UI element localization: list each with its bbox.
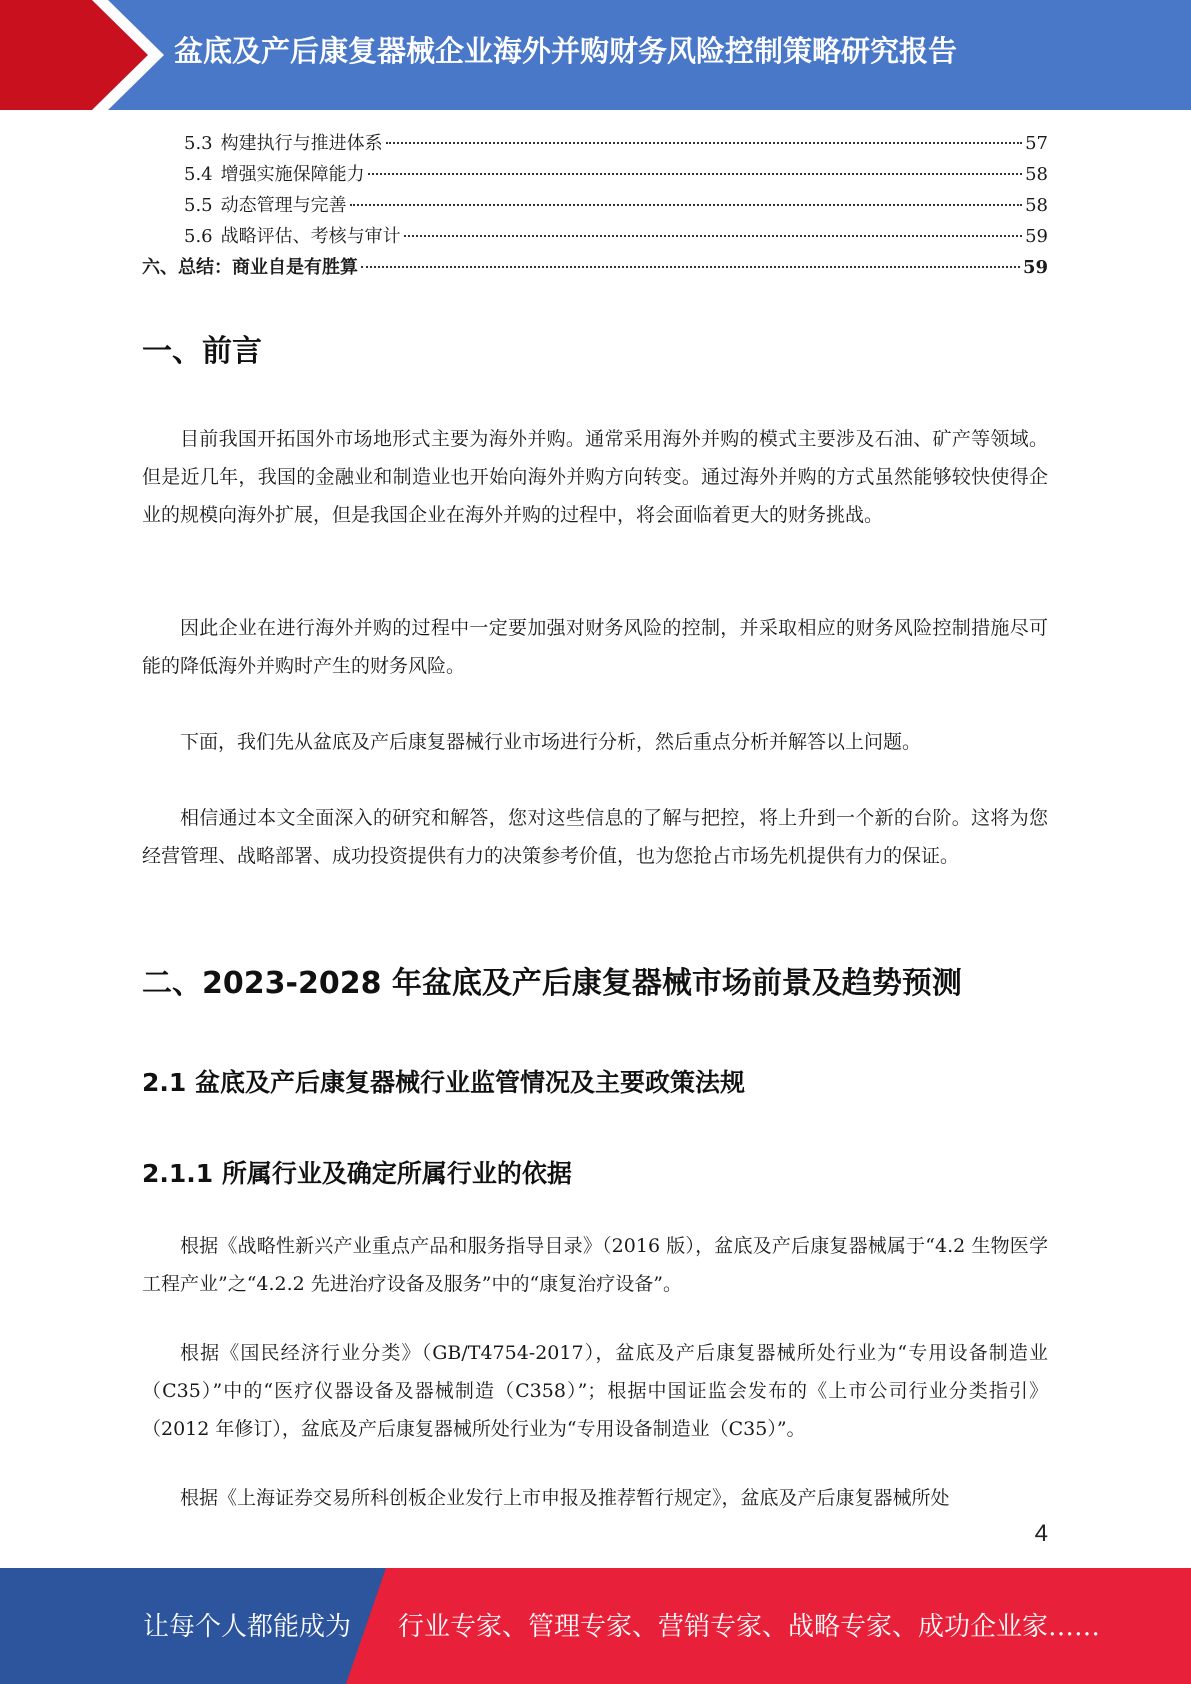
toc-leader-dots bbox=[368, 173, 1022, 175]
section-paragraph: 根据《战略性新兴产业重点产品和服务指导目录》（2016 版），盆底及产后康复器械属于“4.2 生物医学工程产业”之“4.2.2 先进治疗设备及服务”中的“康复治疗设备”。 bbox=[142, 1235, 1048, 1295]
page-footer bbox=[0, 1568, 1191, 1684]
chapter-2-heading: 二、2023-2028 年盆底及产后康复器械市场前景及趋势预测 bbox=[142, 966, 962, 1001]
section-paragraph: 根据《国民经济行业分类》（GB/T4754-2017），盆底及产后康复器械所处行业为“专用设备制造业（C35）”中的“医疗仪器设备及器械制造（C358）”；根据中国证监会发布的《上市公司行业分类指引》（2012 年修订），盆底及产后康复器械所处行业为“专用设备制造业（C35）”。 bbox=[142, 1342, 1048, 1440]
section-2-1-1-heading: 2.1.1 所属行业及确定所属行业的依据 bbox=[142, 1159, 572, 1188]
section-paragraph: 根据《上海证券交易所科创板企业发行上市申报及推荐暂行规定》，盆底及产后康复器械所处 bbox=[180, 1487, 950, 1509]
toc-leader-dots bbox=[404, 235, 1022, 237]
toc-item-chapter-6[interactable] bbox=[142, 252, 1048, 283]
page-header bbox=[0, 0, 1191, 110]
toc-item-label: 六、总结：商业自是有胜算 bbox=[142, 257, 358, 278]
toc-item-5-4[interactable] bbox=[142, 159, 1048, 190]
toc-item-label: 战略评估、考核与审计 bbox=[220, 226, 401, 247]
page-number: 4 bbox=[1034, 1520, 1048, 1547]
preface-heading: 一、前言 bbox=[142, 334, 262, 369]
toc-item-number: 5.4 bbox=[184, 164, 213, 185]
toc-item-page: 59 bbox=[1022, 257, 1048, 278]
toc-leader-dots bbox=[361, 266, 1020, 268]
preface-paragraph: 因此企业在进行海外并购的过程中一定要加强对财务风险的控制，并采取相应的财务风险控制措施尽可能的降低海外并购时产生的财务风险。 bbox=[142, 617, 1048, 677]
report-title: 盆底及产后康复器械企业海外并购财务风险控制策略研究报告 bbox=[174, 34, 958, 68]
table-of-contents bbox=[142, 128, 1048, 283]
toc-item-number: 5.5 bbox=[184, 195, 213, 216]
toc-leader-dots bbox=[386, 142, 1022, 144]
toc-item-5-6[interactable] bbox=[142, 221, 1048, 252]
toc-item-label: 增强实施保障能力 bbox=[220, 164, 365, 185]
toc-item-number: 5.6 bbox=[184, 226, 213, 247]
footer-slogan-right: 行业专家、管理专家、营销专家、战略专家、成功企业家…… bbox=[398, 1612, 1101, 1642]
preface-paragraph: 目前我国开拓国外市场地形式主要为海外并购。通常采用海外并购的模式主要涉及石油、矿产等领域。但是近几年，我国的金融业和制造业也开始向海外并购方向转变。通过海外并购的方式虽然能够较快使得企业的规模向海外扩展，但是我国企业在海外并购的过程中，将会面临着更大的财务挑战。 bbox=[142, 428, 1048, 526]
toc-item-label: 动态管理与完善 bbox=[220, 195, 347, 216]
footer-slogan-left: 让每个人都能成为 bbox=[143, 1612, 352, 1642]
toc-item-page: 59 bbox=[1025, 226, 1048, 247]
toc-item-page: 58 bbox=[1025, 164, 1048, 185]
toc-item-number: 5.3 bbox=[184, 133, 213, 154]
toc-item-5-3[interactable] bbox=[142, 128, 1048, 159]
preface-paragraph: 相信通过本文全面深入的研究和解答，您对这些信息的了解与把控，将上升到一个新的台阶。这将为您经营管理、战略部署、成功投资提供有力的决策参考价值，也为您抢占市场先机提供有力的保证。 bbox=[142, 807, 1048, 867]
toc-item-page: 57 bbox=[1025, 133, 1048, 154]
toc-item-5-5[interactable] bbox=[142, 190, 1048, 221]
toc-item-label: 构建执行与推进体系 bbox=[220, 133, 383, 154]
toc-leader-dots bbox=[350, 204, 1022, 206]
section-2-1-heading: 2.1 盆底及产后康复器械行业监管情况及主要政策法规 bbox=[142, 1068, 745, 1097]
preface-paragraph: 下面，我们先从盆底及产后康复器械行业市场进行分析，然后重点分析并解答以上问题。 bbox=[180, 731, 922, 753]
toc-item-page: 58 bbox=[1025, 195, 1048, 216]
